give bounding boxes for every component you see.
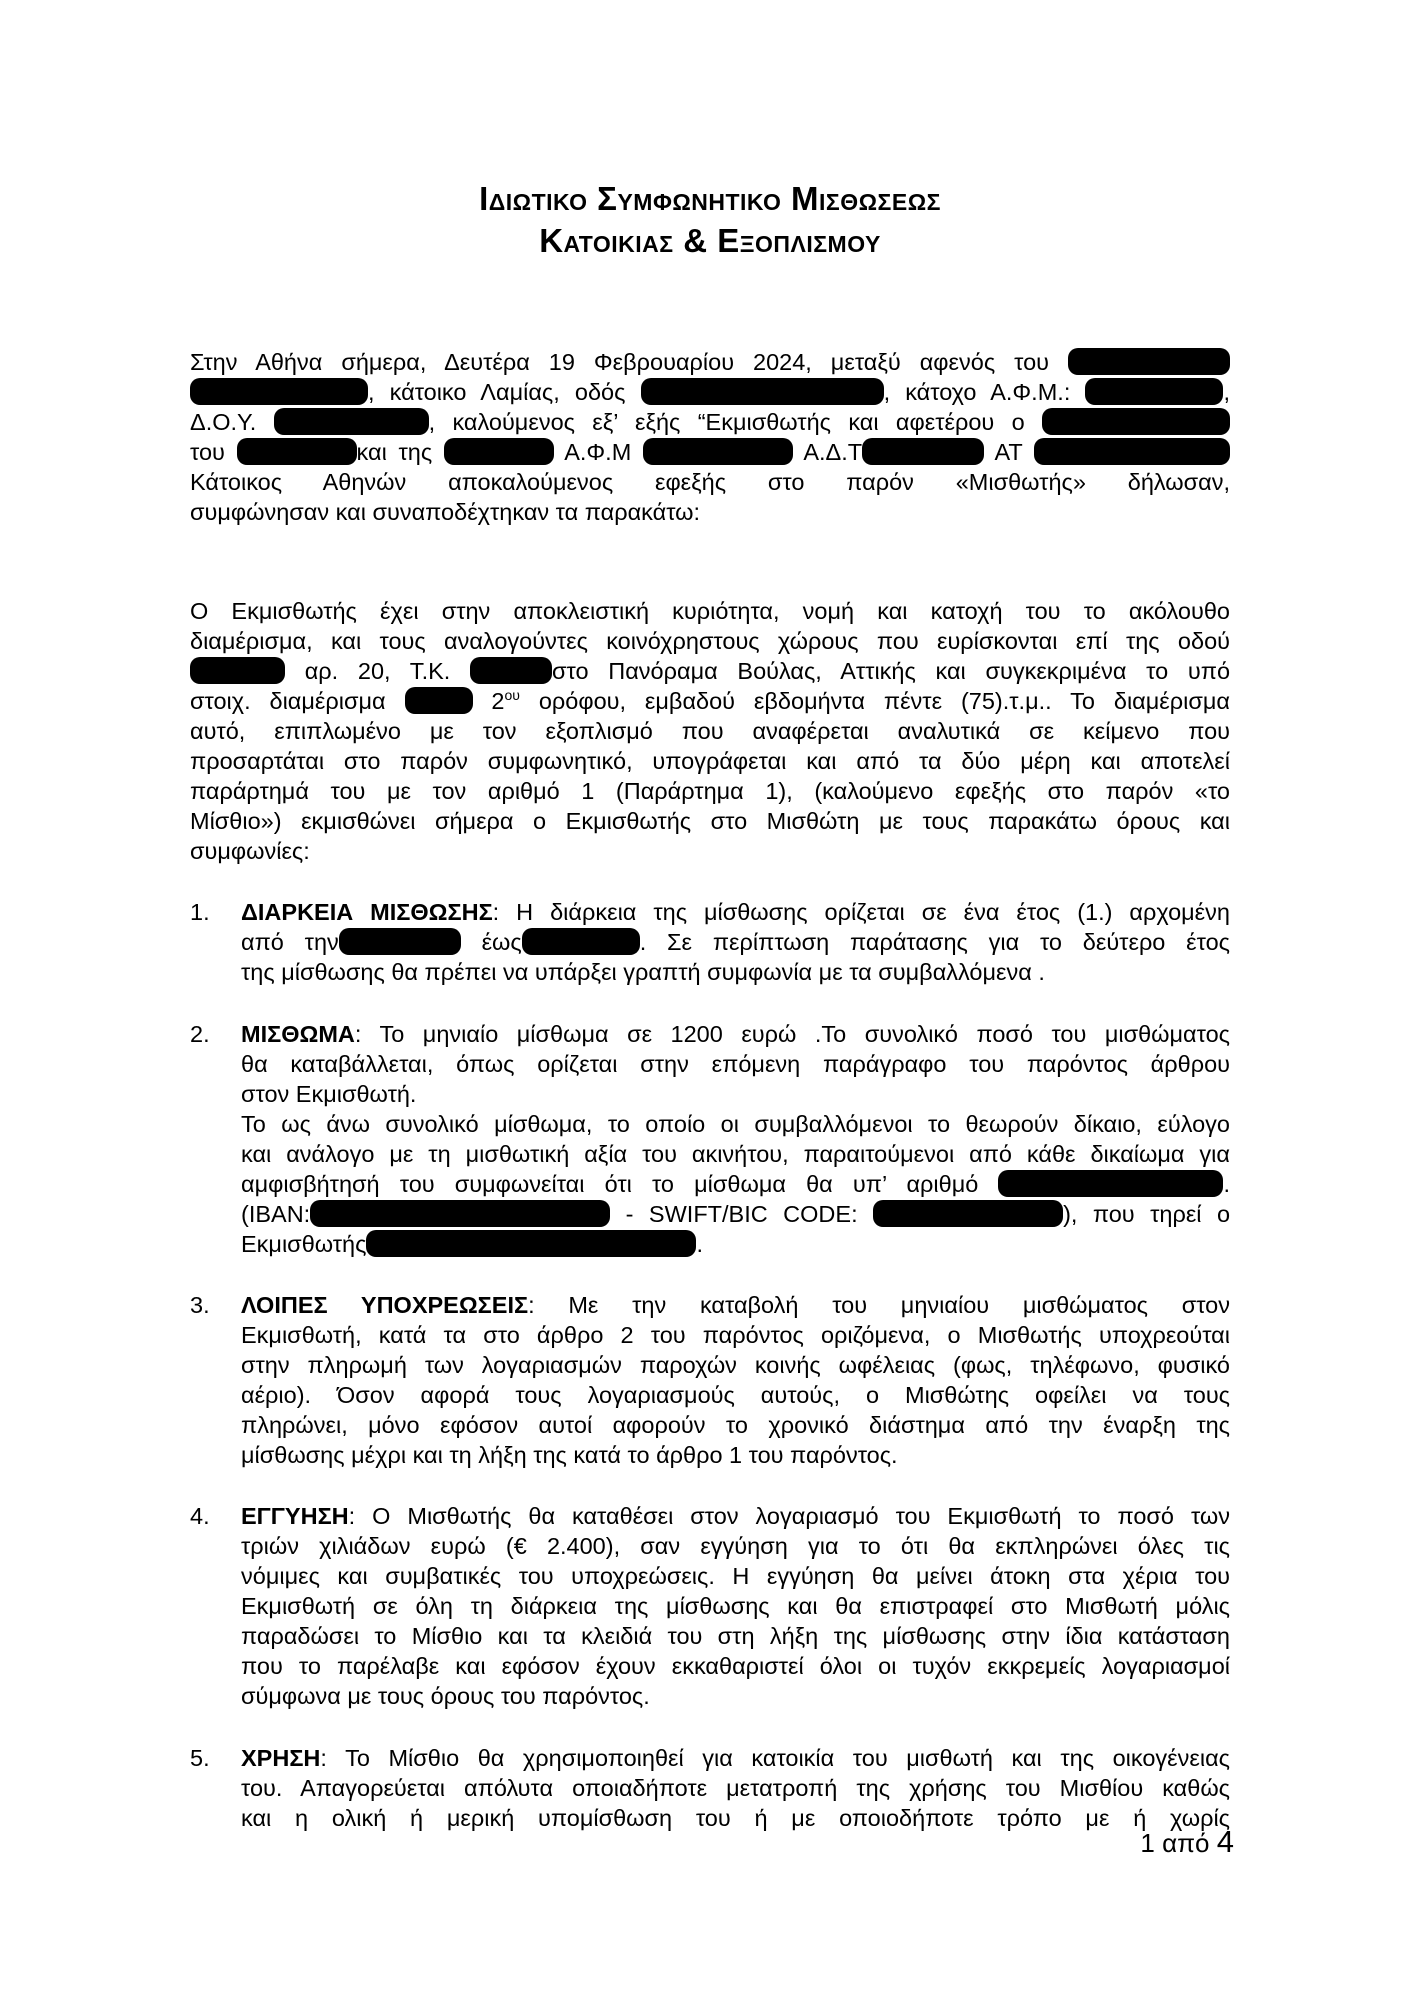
clause-5 xyxy=(241,1743,1230,1833)
redaction-block xyxy=(366,1230,696,1257)
clause-line: Εκμισθωτής xyxy=(241,1231,367,1257)
clause-line: νόμιμες και συμβατικές του υποχρεώσεις. Η εγγύηση θα μείνει άτοκη στα χέρια του xyxy=(241,1563,1230,1589)
redaction-block xyxy=(1085,378,1223,405)
redaction-block xyxy=(862,438,984,465)
intro-line: Στην Αθήνα σήμερα, Δευτέρα 19 Φεβρουαρίου 2024, μεταξύ αφενός του xyxy=(190,349,1050,375)
clause-2-cont xyxy=(241,1109,1230,1229)
clause-line: αμφισβήτησή του συμφωνείται ότι το μίσθωμα θα υπ’ αριθμό xyxy=(241,1171,979,1197)
property-line: διαμέρισμα, και τους αναλογούντες κοινόχρηστους χώρους που ευρίσκονται επί της οδού xyxy=(190,628,1230,654)
page-number xyxy=(1140,1824,1234,1860)
redaction-block xyxy=(237,438,357,465)
redaction-block xyxy=(873,1200,1063,1227)
intro-line: , καλούμενος εξ’ εξής “Εκμισθωτής και αφετέρου ο xyxy=(428,409,1025,435)
property-line: προσαρτάται στο παρόν συμφωνητικό, υπογράφεται και από τα δύο μέρη και αποτελεί xyxy=(190,748,1230,774)
redaction-block xyxy=(998,1170,1223,1197)
clause-3 xyxy=(241,1290,1230,1440)
intro-line: του xyxy=(190,439,225,465)
property-line: στοιχ. διαμέρισμα xyxy=(190,688,386,714)
clause-line: - SWIFT/BIC CODE: xyxy=(625,1201,858,1227)
intro-line: ΑΤ xyxy=(994,439,1023,465)
clause-number: 1. xyxy=(190,899,210,925)
superscript: ου xyxy=(504,687,520,703)
clause-line: (IBAN: xyxy=(241,1201,311,1227)
redaction-block xyxy=(641,378,884,405)
clause-line-last: μίσθωσης μέχρι και τη λήξη της κατά το άρθρο 1 του παρόντος. xyxy=(241,1442,898,1468)
property-line: Ο Εκμισθωτής έχει στην αποκλειστική κυριότητα, νομή και κατοχή του το ακόλουθο xyxy=(190,598,1230,624)
clause-heading: ΛΟΙΠΕΣ ΥΠΟΧΡΕΩΣΕΙΣ xyxy=(241,1292,529,1318)
clause-line: Εκμισθωτή, κατά τα στο άρθρο 2 του παρόντος οριζόμενα, ο Μισθωτής υποχρεούται xyxy=(241,1322,1230,1348)
clause-line: έως xyxy=(481,929,522,955)
clause-line: που το παρέλαβε και εφόσον έχουν εκκαθαριστεί όλοι οι τυχόν εκκρεμείς λογαριασμοί xyxy=(241,1653,1230,1679)
clause-line: . xyxy=(696,1231,703,1257)
clause-line-last xyxy=(241,1229,703,1259)
page-label: 1 από xyxy=(1140,1828,1210,1858)
clause-line: Το ως άνω συνολικό μίσθωμα, το οποίο οι συμβαλλόμενοι το θεωρούν δίκαιο, εύλογο xyxy=(241,1111,1230,1137)
clause-number: 4. xyxy=(190,1503,210,1529)
clause-2 xyxy=(241,1019,1230,1079)
clause-line: αέριο). Όσον αφορά τους λογαριασμούς αυτούς, ο Μισθώτης οφείλει να τους xyxy=(241,1382,1230,1408)
clause-line: παραδώσει το Μίσθιο και τα κλειδιά του στη λήξη της μίσθωσης στην ίδια κατάσταση xyxy=(241,1623,1230,1649)
clause-heading: ΜΙΣΘΩΜΑ xyxy=(241,1021,355,1047)
redaction-block xyxy=(1034,438,1230,465)
property-line-last: συμφωνίες: xyxy=(190,838,310,864)
clause-line-short: στον Εκμισθωτή. xyxy=(241,1081,417,1107)
clause-heading: ΕΓΓΥΗΣΗ xyxy=(241,1503,349,1529)
clause-line: : Το Μίσθιο θα χρησιμοποιηθεί για κατοικία του μισθωτή και της οικογένειας xyxy=(320,1745,1230,1771)
clause-line: από την xyxy=(241,929,339,955)
clause-line-last: της μίσθωσης θα πρέπει να υπάρξει γραπτή συμφωνία με τα συμβαλλόμενα . xyxy=(241,959,1045,985)
redaction-block xyxy=(643,438,793,465)
clause-line: πληρώνει, μόνο εφόσον αυτοί αφορούν το χρονικό διάστημα από την έναρξη της xyxy=(241,1412,1230,1438)
clause-heading: ΔΙΑΡΚΕΙΑ ΜΙΣΘΩΣΗΣ xyxy=(241,899,493,925)
redaction-block xyxy=(274,408,429,435)
document-title-line2: Κατοικιας & Εξοπλισμου xyxy=(539,222,881,259)
clause-line: θα καταβάλλεται, όπως ορίζεται στην επόμενη παράγραφο του παρόντος άρθρου xyxy=(241,1051,1230,1077)
intro-line: και της xyxy=(356,439,433,465)
property-line: αρ. 20, Τ.Κ. xyxy=(304,658,451,684)
clause-4 xyxy=(241,1501,1230,1681)
redaction-block xyxy=(190,378,368,405)
clause-heading: ΧΡΗΣΗ xyxy=(241,1745,321,1771)
clause-number: 2. xyxy=(190,1021,210,1047)
page-total: 4 xyxy=(1216,1824,1234,1859)
clause-line: . Σε περίπτωση παράτασης για το δεύτερο έτος xyxy=(639,929,1230,955)
clause-line: Εκμισθωτή σε όλη τη διάρκεια της μίσθωσης και θα επιστραφεί στο Μισθωτή μόλις xyxy=(241,1593,1230,1619)
redaction-block xyxy=(405,687,473,714)
redaction-block xyxy=(1068,348,1230,375)
clause-line: : Το μηνιαίο μίσθωμα σε 1200 ευρώ .Το συνολικό ποσό του μισθώματος xyxy=(354,1021,1230,1047)
clause-line: και η ολική ή μερική υπομίσθωση του ή με οποιοδήποτε τρόπο με ή χωρίς xyxy=(241,1805,1230,1831)
clause-line: τριών χιλιάδων ευρώ (€ 2.400), σαν εγγύηση για το ότι θα εκπληρώνει όλες τις xyxy=(241,1533,1230,1559)
intro-line: , κάτοχο Α.Φ.Μ.: xyxy=(883,379,1071,405)
clause-line: . xyxy=(1223,1171,1231,1197)
intro-paragraph xyxy=(190,347,1230,497)
clause-line: του. Απαγορεύεται απόλυτα οποιαδήποτε μετατροπή της χρήσης του Μισθίου καθώς xyxy=(241,1775,1230,1801)
clause-1 xyxy=(241,897,1230,957)
redaction-block xyxy=(522,928,640,955)
intro-line: , κάτοικο Λαμίας, οδός xyxy=(368,379,626,405)
intro-line: Κάτοικος Αθηνών αποκαλούμενος εφεξής στο παρόν «Μισθωτής» δήλωσαν, xyxy=(190,469,1230,495)
redaction-block xyxy=(1042,408,1230,435)
clause-line-last: σύμφωνα με τους όρους του παρόντος. xyxy=(241,1683,650,1709)
property-line: ορόφου, εμβαδού εβδομήντα πέντε (75).τ.μ.. Το διαμέρισμα xyxy=(538,688,1230,714)
clause-line: : Η διάρκεια της μίσθωσης ορίζεται σε ένα έτος (1.) αρχομένη xyxy=(492,899,1230,925)
intro-line: Α.Δ.Τ xyxy=(803,439,863,465)
intro-line: , xyxy=(1223,379,1231,405)
intro-line-last: συμφώνησαν και συναποδέχτηκαν τα παρακάτω: xyxy=(190,499,701,525)
redaction-block xyxy=(444,438,554,465)
clause-line: στην πληρωμή των λογαριασμών παροχών κοινής ωφέλειας (φως, τηλέφωνο, φυσικό xyxy=(241,1352,1230,1378)
redaction-block xyxy=(190,657,285,684)
intro-line: Α.Φ.Μ xyxy=(564,439,632,465)
property-line: παράρτημά του με τον αριθμό 1 (Παράρτημα 1), (καλούμενο εφεξής στο παρόν «το xyxy=(190,778,1230,804)
property-paragraph xyxy=(190,596,1230,836)
document-title-line1: Ιδιωτικο Συμφωνητικο Μισθωσεως xyxy=(479,180,941,217)
clause-number: 5. xyxy=(190,1745,210,1771)
property-line: αυτό, επιπλωμένο με τον εξοπλισμό που αναφέρεται αναλυτικά σε κείμενο που xyxy=(190,718,1230,744)
clause-line: ), που τηρεί ο xyxy=(1063,1201,1231,1227)
clause-line: : Ο Μισθωτής θα καταθέσει στον λογαριασμό του Εκμισθωτή το ποσό των xyxy=(348,1503,1230,1529)
property-line: 2 xyxy=(491,688,505,714)
intro-line: Δ.Ο.Υ. xyxy=(190,409,257,435)
clause-number: 3. xyxy=(190,1292,210,1318)
clause-line: : Με την καταβολή του μηνιαίου μισθώματος στον xyxy=(528,1292,1230,1318)
clause-line: και ανάλογο με τη μισθωτική αξία του ακινήτου, παραιτούμενοι από κάθε δικαίωμα για xyxy=(241,1141,1230,1167)
property-line: στο Πανόραμα Βούλας, Αττικής και συγκεκριμένα το υπό xyxy=(552,658,1231,684)
redaction-block xyxy=(339,928,461,955)
redaction-block xyxy=(470,657,552,684)
property-line: Μίσθιο») εκμισθώνει σήμερα ο Εκμισθωτής στο Μισθώτη με τους παρακάτω όρους και xyxy=(190,808,1230,834)
redaction-block xyxy=(310,1200,610,1227)
